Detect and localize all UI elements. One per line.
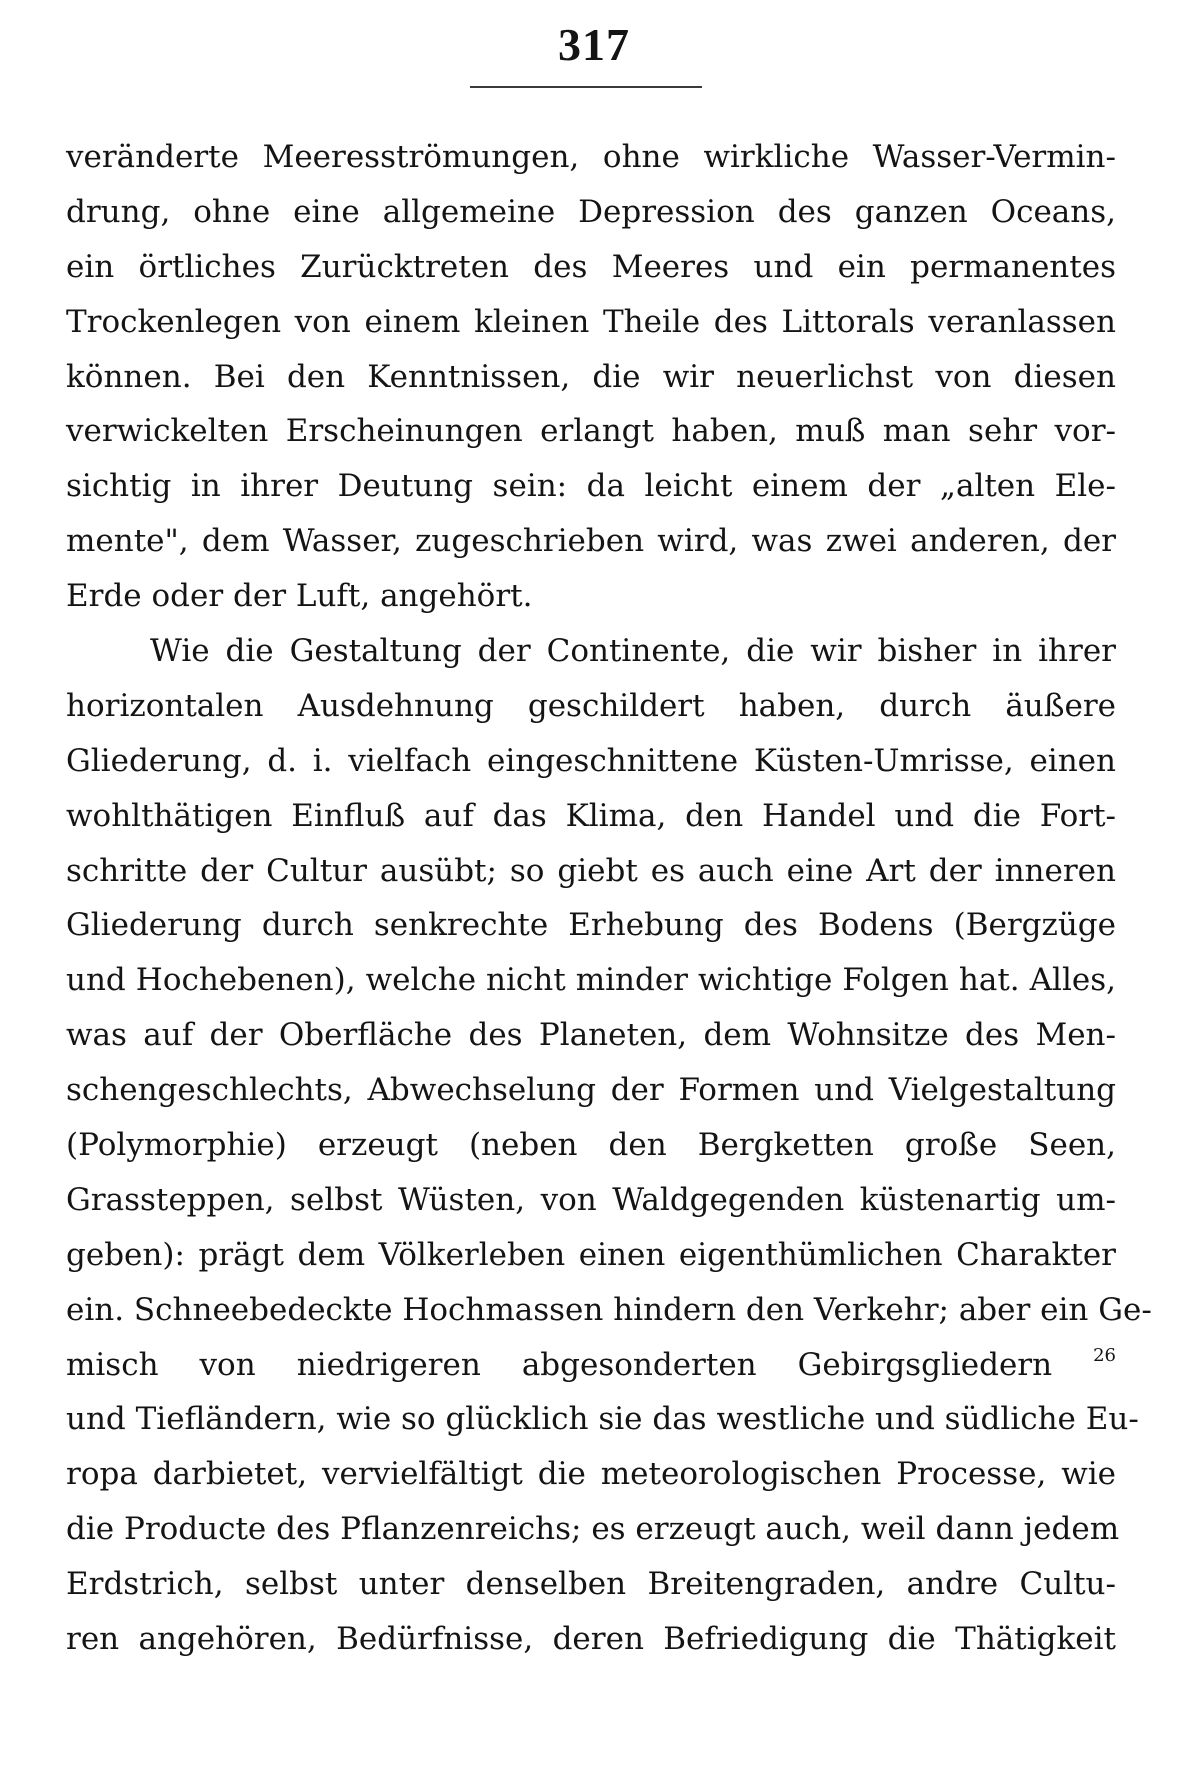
text-line: was auf der Oberfläche des Planeten, dem Wohnsitze des Men- [66, 1017, 1116, 1054]
footnote-reference[interactable]: 26 [1093, 1344, 1117, 1366]
text-line: drung, ohne eine allgemeine Depression des ganzen Oceans, [66, 193, 1116, 230]
text-line: mente", dem Wasser, zugeschrieben wird, was zwei anderen, der [66, 523, 1116, 560]
text-line: und Tiefländern, wie so glücklich sie das westliche und südliche Eu- [66, 1401, 1139, 1438]
text-line: misch von niedrigeren abgesonderten Gebirgsgliedern [66, 1346, 1053, 1383]
text-line: schengeschlechts, Abwechselung der Formen und Vielgestaltung [66, 1072, 1116, 1109]
text-line: verwickelten Erscheinungen erlangt haben, muß man sehr vor- [66, 413, 1116, 450]
header-rule [470, 86, 702, 88]
text-line: ein örtliches Zurücktreten des Meeres und ein permanentes [66, 248, 1116, 285]
text-line: ropa darbietet, vervielfältigt die meteorologischen Processe, wie [66, 1456, 1116, 1493]
text-line: geben): prägt dem Völkerleben einen eigenthümlichen Charakter [66, 1236, 1116, 1273]
text-line: Erdstrich, selbst unter denselben Breitengraden, andre Cultu- [66, 1566, 1116, 1603]
text-line: Gliederung durch senkrechte Erhebung des Bodens (Bergzüge [66, 907, 1116, 944]
paragraph-start-line: Wie die Gestaltung der Continente, die wir bisher in ihrer [150, 633, 1116, 670]
text-line: Gliederung, d. i. vielfach eingeschnittene Küsten-Umrisse, einen [66, 742, 1116, 779]
text-line: schritte der Cultur ausübt; so giebt es auch eine Art der inneren [66, 852, 1116, 889]
text-line-with-footnote [66, 1338, 1116, 1393]
text-line: ein. Schneebedeckte Hochmassen hindern den Verkehr; aber ein Ge- [66, 1291, 1152, 1328]
text-line: wohlthätigen Einfluß auf das Klima, den Handel und die Fort- [66, 797, 1116, 834]
text-line: Grassteppen, selbst Wüsten, von Waldgegenden küstenartig um- [66, 1181, 1116, 1218]
text-line: die Producte des Pflanzenreichs; es erzeugt auch, weil dann jedem [66, 1511, 1120, 1548]
text-line: ren angehören, Bedürfnisse, deren Befriedigung die Thätigkeit [66, 1621, 1116, 1658]
page-number: 317 [558, 19, 630, 70]
text-line: und Hochebenen), welche nicht minder wichtige Folgen hat. Alles, [66, 962, 1116, 999]
text-line: Trockenlegen von einem kleinen Theile des Littorals veranlassen [66, 303, 1116, 340]
body-text [66, 130, 1152, 1667]
text-line: (Polymorphie) erzeugt (neben den Bergketten große Seen, [66, 1127, 1116, 1164]
text-line: sichtig in ihrer Deutung sein: da leicht einem der „alten Ele- [66, 468, 1116, 505]
paragraph-end-line: Erde oder der Luft, angehört. [66, 578, 533, 615]
text-line: können. Bei den Kenntnissen, die wir neuerlichst von diesen [66, 358, 1116, 395]
text-line: veränderte Meeresströmungen, ohne wirkliche Wasser-Vermin- [66, 139, 1116, 175]
text-line: horizontalen Ausdehnung geschildert haben, durch äußere [66, 687, 1116, 724]
